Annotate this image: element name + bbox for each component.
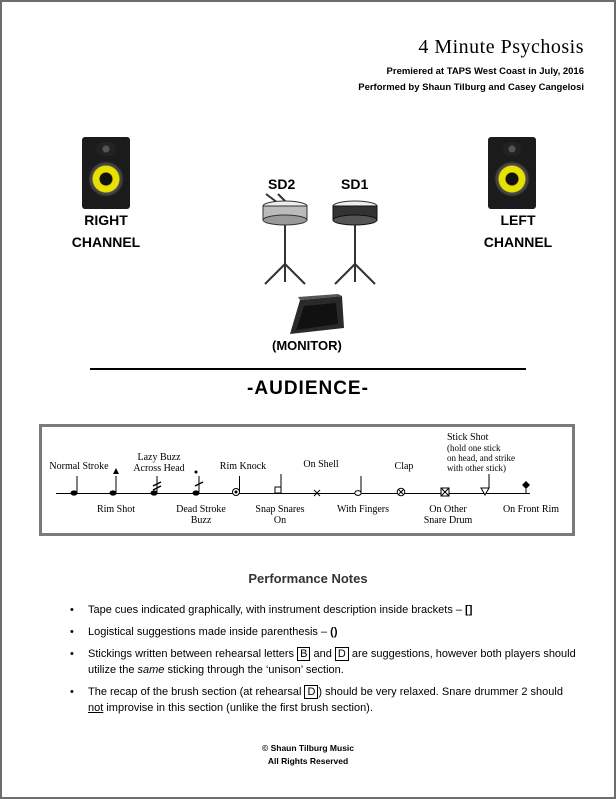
performance-notes-list: [70, 602, 580, 722]
piece-title: 4 Minute Psychosis: [418, 36, 584, 58]
legend-normal-stroke: Normal Stroke: [49, 461, 109, 472]
left-speaker-icon: [488, 137, 536, 209]
right-channel-label: RIGHT CHANNEL: [71, 212, 141, 250]
legend-front-rim: On Front Rim: [502, 504, 560, 515]
legend-rim-knock: Rim Knock: [219, 461, 267, 472]
premiere-line: Premiered at TAPS West Coast in July, 2016: [386, 66, 584, 77]
copyright-line: © Shaun Tilburg Music: [261, 743, 355, 753]
note-logistics: • Logistical suggestions made inside parenthesis – (): [70, 624, 580, 640]
snare-drum-1-icon: [320, 192, 390, 292]
legend-stick-shot: Stick Shot (hold one stick on head, and strike with other stick): [447, 432, 515, 473]
note-stickings: • Stickings written between rehearsal letters B and D are suggestions, however both players should utilize the same sticking through the ‘unison’ section.: [70, 646, 580, 678]
legend-snap-snares: Snap Snares On: [255, 504, 305, 526]
snare-drum-2-icon: [250, 192, 320, 292]
stage-edge-line: [90, 368, 526, 370]
left-channel-label: LEFT CHANNEL: [483, 212, 553, 250]
legend-clap: Clap: [394, 461, 414, 472]
performance-notes-title: Performance Notes: [248, 571, 368, 586]
rights-line: All Rights Reserved: [267, 756, 349, 766]
legend-rim-shot: Rim Shot: [96, 504, 136, 515]
legend-dead-stroke-buzz: Dead Stroke Buzz: [176, 504, 226, 526]
monitor-speaker-icon: [286, 294, 346, 338]
legend-with-fingers: With Fingers: [336, 504, 390, 515]
sd2-label: SD2: [268, 176, 296, 192]
note-tape-cues: • Tape cues indicated graphically, with instrument description inside brackets – []: [70, 602, 580, 618]
legend-on-shell: On Shell: [303, 459, 339, 470]
sd1-label: SD1: [341, 176, 369, 192]
right-speaker-icon: [82, 137, 130, 209]
audience-label: -AUDIENCE-: [247, 378, 369, 399]
monitor-label: (MONITOR): [272, 338, 342, 353]
legend-other-snare: On Other Snare Drum: [423, 504, 473, 526]
note-brush-recap: • The recap of the brush section (at rehearsal D ) should be very relaxed. Snare drummer 2 should not improvise in this section (unlike the first brush section).: [70, 684, 580, 716]
legend-lazy-buzz: Lazy Buzz Across Head: [133, 452, 185, 474]
performers-line: Performed by Shaun Tilburg and Casey Cangelosi: [358, 82, 584, 93]
